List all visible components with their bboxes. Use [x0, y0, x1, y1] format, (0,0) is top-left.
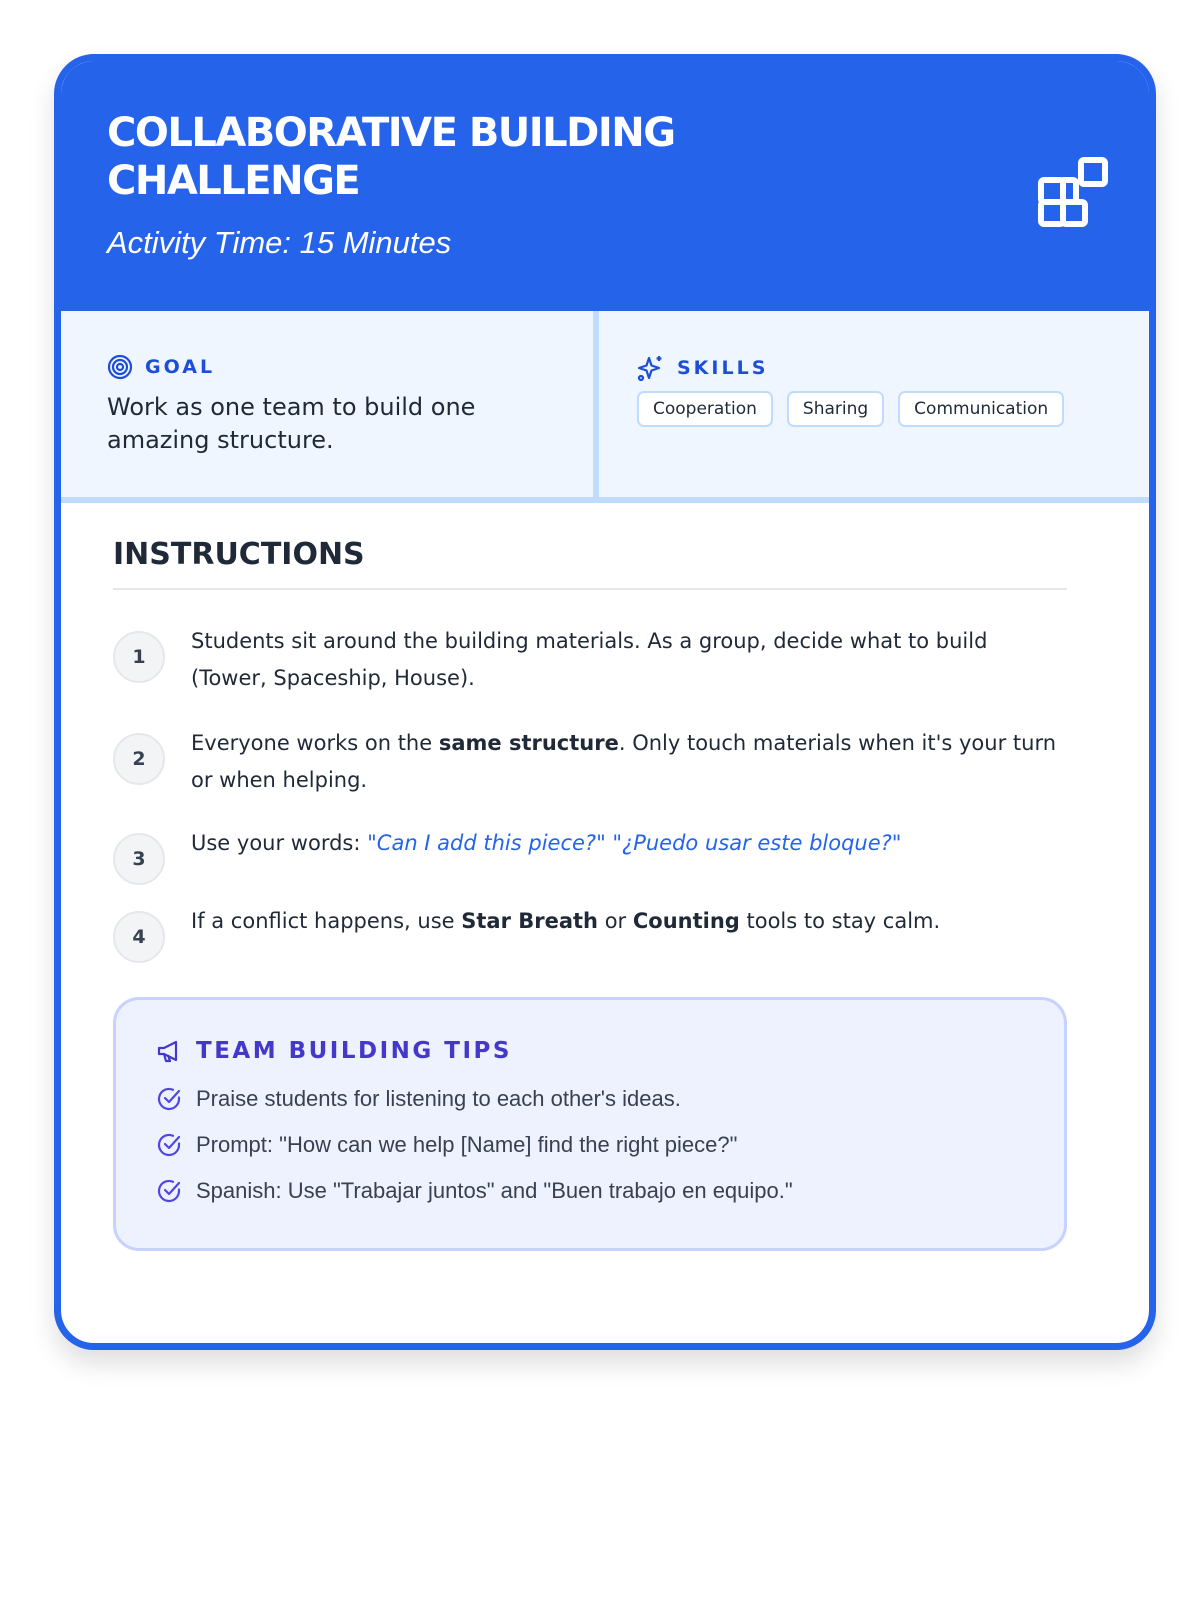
page-title: COLLABORATIVE BUILDING CHALLENGE	[107, 110, 675, 204]
blocks-icon	[1037, 156, 1113, 232]
tip-item: Praise students for listening to each other's ideas.	[156, 1086, 681, 1112]
skill-chips	[637, 391, 1064, 427]
info-row	[61, 311, 1149, 503]
step-text: Everyone works on the same structure. Only touch materials when it's your turn or when helping.	[191, 731, 1057, 792]
step-text: Students sit around the building materials. As a group, decide what to build (Tower, Spaceship, House).	[191, 629, 988, 690]
skills-panel	[599, 311, 1149, 497]
goal-panel	[61, 311, 599, 497]
step-text: Use your words: "Can I add this piece?" "¿Puedo usar este bloque?"	[191, 831, 902, 855]
activity-time: Activity Time: 15 Minutes	[107, 225, 452, 260]
goal-text: Work as one team to build one amazing structure.	[107, 393, 476, 454]
skill-chip: Cooperation	[637, 391, 773, 427]
check-circle-icon	[156, 1132, 182, 1158]
check-circle-icon	[156, 1178, 182, 1204]
spoken-phrase: "Can I add this piece?" "¿Puedo usar este bloque?"	[367, 831, 902, 855]
tip-item: Prompt: "How can we help [Name] find the right piece?"	[156, 1132, 737, 1158]
sparkles-icon	[637, 354, 665, 382]
megaphone-icon	[156, 1038, 182, 1064]
step-number: 2	[113, 733, 165, 785]
step-text: If a conflict happens, use Star Breath or Counting tools to stay calm.	[191, 909, 941, 933]
skill-chip: Communication	[898, 391, 1064, 427]
skill-chip: Sharing	[787, 391, 884, 427]
tips-box	[113, 997, 1067, 1251]
step-number: 4	[113, 911, 165, 963]
goal-label: GOAL	[145, 356, 216, 378]
activity-card	[54, 54, 1156, 1350]
step-number: 1	[113, 631, 165, 683]
check-circle-icon	[156, 1086, 182, 1112]
tip-item: Spanish: Use "Trabajar juntos" and "Buen trabajo en equipo."	[156, 1178, 793, 1204]
card-header	[61, 61, 1149, 311]
target-icon	[107, 354, 133, 380]
step-number: 3	[113, 833, 165, 885]
skills-label: SKILLS	[677, 357, 769, 379]
instructions-heading: INSTRUCTIONS	[113, 537, 1067, 590]
tips-label: TEAM BUILDING TIPS	[196, 1038, 512, 1064]
